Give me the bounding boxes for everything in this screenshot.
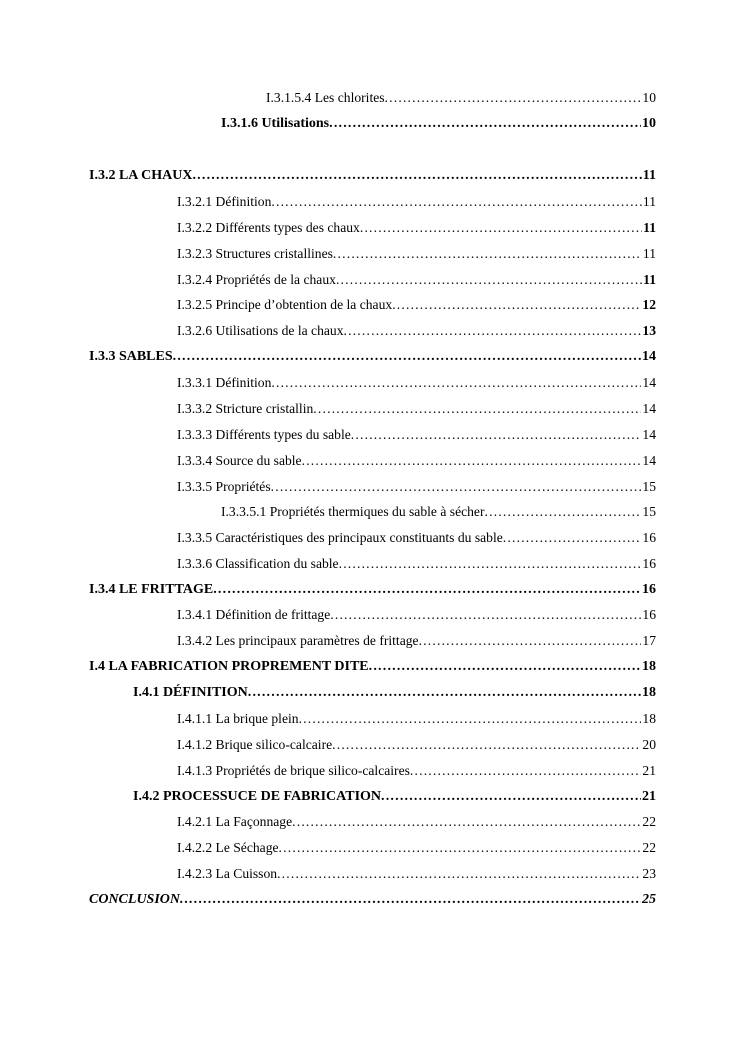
- toc-entry-label: I.3.4.2 Les principaux paramètres de frittage: [177, 633, 419, 648]
- toc-entry-page: 11: [643, 220, 656, 235]
- toc-entry-label: I.3.2.5 Principe d’obtention de la chaux: [177, 297, 393, 312]
- toc-entry-label: I.4.1 DÉFINITION: [133, 685, 248, 700]
- dot-leader: [292, 813, 641, 831]
- toc-entry-page: 13: [642, 323, 656, 338]
- toc-entry-page: 17: [642, 633, 656, 648]
- toc-entry-page: 22: [642, 814, 656, 829]
- toc-entry-label: I.4.2.3 La Cuisson: [177, 866, 278, 881]
- toc-entry-i-3-4-2[interactable]: [177, 632, 656, 650]
- toc-entry-label: I.3.3.3 Différents types du sable: [177, 427, 351, 442]
- toc-entry-i-3-1-5-4[interactable]: [266, 89, 656, 107]
- dot-leader: [385, 89, 642, 107]
- toc-entry-i-3-2-2[interactable]: [177, 219, 656, 237]
- toc-entry-page: 20: [642, 737, 656, 752]
- dot-leader: [351, 426, 642, 444]
- dot-leader: [485, 503, 642, 521]
- dot-leader: [339, 555, 642, 573]
- toc-entry-label: I.3.2.6 Utilisations de la chaux: [177, 323, 344, 338]
- toc-entry-label: I.4 LA FABRICATION PROPREMENT DITE: [89, 659, 369, 674]
- toc-entry-label: I.4.1.1 La brique plein: [177, 711, 299, 726]
- dot-leader: [302, 452, 642, 470]
- toc-entry-label: I.3.1.5.4 Les chlorites: [266, 90, 385, 105]
- dot-leader: [333, 245, 642, 263]
- toc-entry-page: 18: [642, 659, 656, 674]
- toc-entry-i-3-2[interactable]: [89, 167, 656, 185]
- dot-leader: [313, 400, 641, 418]
- toc-entry-i-3-3-5b[interactable]: [177, 529, 656, 547]
- dot-leader: [299, 710, 642, 728]
- toc-entry-page: 22: [642, 840, 656, 855]
- dot-leader: [192, 167, 641, 185]
- toc-entry-i-3-2-5[interactable]: [177, 296, 656, 314]
- toc-entry-page: 23: [642, 866, 656, 881]
- toc-entry-i-4-1-1[interactable]: [177, 710, 656, 728]
- toc-entry-page: 21: [642, 763, 656, 778]
- toc-entry-page: 11: [642, 168, 656, 183]
- toc-entry-page: 18: [642, 685, 656, 700]
- toc-entry-page: 14: [642, 453, 656, 468]
- toc-entry-i-3-2-4[interactable]: [177, 271, 656, 289]
- dot-leader: [330, 606, 641, 624]
- toc-entry-page: 11: [642, 246, 656, 261]
- toc-entry-label: I.3.2 LA CHAUX: [89, 168, 193, 183]
- dot-leader: [503, 529, 642, 547]
- toc-entry-i-3-1-6[interactable]: [221, 115, 656, 133]
- toc-entry-label: I.4.2.2 Le Séchage: [177, 840, 279, 855]
- toc-entry-i-3-2-3[interactable]: [177, 245, 656, 263]
- toc-entry-page: 15: [642, 504, 656, 519]
- dot-leader: [248, 684, 641, 702]
- dot-leader: [419, 632, 642, 650]
- toc-entry-conclusion[interactable]: [89, 891, 656, 909]
- toc-entry-label: I.3.3.6 Classification du sable: [177, 556, 339, 571]
- dot-leader: [369, 658, 641, 676]
- toc-entry-page: 25: [642, 892, 656, 907]
- toc-entry-i-3-4-1[interactable]: [177, 606, 656, 624]
- toc-entry-page: 18: [642, 711, 656, 726]
- toc-entry-page: 21: [642, 789, 656, 804]
- dot-leader: [180, 891, 641, 909]
- toc-entry-page: 14: [642, 401, 656, 416]
- dot-leader: [213, 581, 641, 599]
- toc-entry-page: 11: [643, 272, 656, 287]
- toc-entry-i-4-1-3[interactable]: [177, 762, 656, 780]
- toc-entry-label: I.3.1.6 Utilisations: [221, 116, 330, 131]
- toc-entry-page: 10: [642, 90, 656, 105]
- toc-entry-label: I.3.3.5 Caractéristiques des principaux constituants du sable: [177, 530, 503, 545]
- toc-entry-i-4-1-2[interactable]: [177, 736, 656, 754]
- toc-entry-label: I.3.4 LE FRITTAGE: [89, 582, 214, 597]
- toc-entry-label: I.3.3.4 Source du sable: [177, 453, 302, 468]
- toc-entry-label: I.4.2.1 La Façonnage: [177, 814, 293, 829]
- toc-entry-page: 14: [642, 427, 656, 442]
- toc-entry-i-3-3-1[interactable]: [177, 374, 656, 392]
- dot-leader: [279, 839, 642, 857]
- toc-entry-label: I.4.1.3 Propriétés de brique silico-calcaires: [177, 763, 410, 778]
- toc-entry-page: 15: [642, 479, 656, 494]
- toc-entry-i-3-3-3[interactable]: [177, 426, 656, 444]
- toc-entry-i-3-3-6[interactable]: [177, 555, 656, 573]
- dot-leader: [392, 296, 641, 314]
- dot-leader: [360, 219, 642, 237]
- toc-entry-i-4-2-1[interactable]: [177, 813, 656, 831]
- toc-entry-label: CONCLUSION: [89, 892, 181, 907]
- toc-entry-label: I.3.3.2 Stricture cristallin: [177, 401, 314, 416]
- toc-entry-label: I.3.3 SABLES: [89, 349, 173, 364]
- toc-entry-i-4-2[interactable]: [133, 788, 656, 806]
- toc-entry-label: I.3.2.3 Structures cristallines: [177, 246, 333, 261]
- toc-entry-i-4[interactable]: [89, 658, 656, 676]
- toc-entry-label: I.3.3.1 Définition: [177, 375, 272, 390]
- dot-leader: [271, 193, 642, 211]
- toc-entry-page: 14: [642, 349, 656, 364]
- dot-leader: [271, 374, 641, 392]
- dot-leader: [344, 322, 642, 340]
- toc-entry-i-3-3-5-1[interactable]: [221, 503, 656, 521]
- toc-entry-label: I.3.3.5.1 Propriétés thermiques du sable à sécher: [221, 504, 485, 519]
- toc-entry-i-4-1[interactable]: [133, 684, 656, 702]
- toc-entry-label: I.3.4.1 Définition de frittage: [177, 607, 331, 622]
- toc-entry-i-4-2-3[interactable]: [177, 865, 656, 883]
- toc-entry-label: I.3.2.4 Propriétés de la chaux: [177, 272, 336, 287]
- toc-entry-page: 16: [642, 582, 656, 597]
- toc-entry-i-3-3-5[interactable]: [177, 478, 656, 496]
- toc-entry-page: 16: [642, 556, 656, 571]
- dot-leader: [332, 736, 641, 754]
- dot-leader: [336, 271, 642, 289]
- toc-entry-label: I.4.1.2 Brique silico-calcaire: [177, 737, 333, 752]
- toc-entry-i-3-4[interactable]: [89, 581, 656, 599]
- toc-entry-i-3-3-2[interactable]: [177, 400, 656, 418]
- toc-entry-i-3-2-1[interactable]: [177, 193, 656, 211]
- dot-leader: [381, 788, 641, 806]
- toc-entry-page: 11: [642, 194, 656, 209]
- toc-entry-label: I.4.2 PROCESSUCE DE FABRICATION: [133, 789, 382, 804]
- dot-leader: [277, 865, 641, 883]
- toc-entry-i-3-3[interactable]: [89, 348, 656, 366]
- toc-entry-i-4-2-2[interactable]: [177, 839, 656, 857]
- toc-entry-page: 12: [642, 297, 656, 312]
- toc-entry-i-3-3-4[interactable]: [177, 452, 656, 470]
- toc-entry-label: I.3.2.2 Différents types des chaux: [177, 220, 360, 235]
- dot-leader: [173, 348, 641, 366]
- toc-entry-label: I.3.3.5 Propriétés: [177, 479, 271, 494]
- toc-entry-label: I.3.2.1 Définition: [177, 194, 272, 209]
- toc-entry-page: 16: [642, 607, 656, 622]
- dot-leader: [329, 115, 641, 133]
- toc-entry-page: 10: [642, 116, 656, 131]
- toc-entry-i-3-2-6[interactable]: [177, 322, 656, 340]
- toc-entry-page: 16: [642, 530, 656, 545]
- dot-leader: [410, 762, 642, 780]
- dot-leader: [271, 478, 642, 496]
- toc-entry-page: 14: [642, 375, 656, 390]
